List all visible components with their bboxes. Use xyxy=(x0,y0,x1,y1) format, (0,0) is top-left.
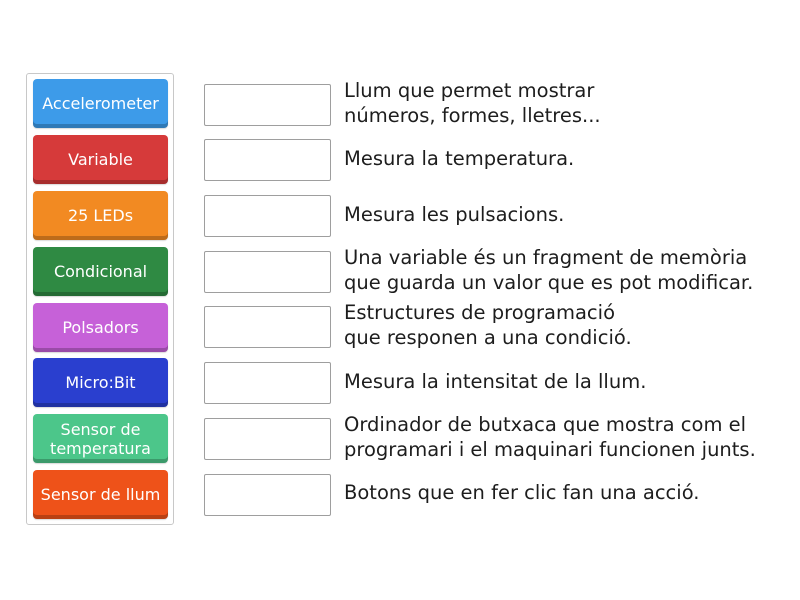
drop-slot-6[interactable] xyxy=(204,362,331,404)
clue-text-4: Una variable és un fragment de memòria que guarda un valor que es pot modificar. xyxy=(344,246,754,294)
drop-slot-2[interactable] xyxy=(204,139,331,181)
clue-text-5: Estructures de programació que responen a una condició. xyxy=(344,301,632,349)
drop-slot-3[interactable] xyxy=(204,195,331,237)
clue-text-2: Mesura la temperatura. xyxy=(344,147,575,170)
drop-slot-5[interactable] xyxy=(204,306,331,348)
tile-label: 25 LEDs xyxy=(67,206,134,225)
answer-tile-sensor-de-temperatura[interactable] xyxy=(33,414,168,463)
answer-tile-sensor-de-llum[interactable] xyxy=(33,470,168,519)
drop-slot-8[interactable] xyxy=(204,474,331,516)
answer-tile-25-leds[interactable] xyxy=(33,191,168,240)
tile-label: Micro:Bit xyxy=(65,373,136,392)
clue-text-6: Mesura la intensitat de la llum. xyxy=(344,370,647,393)
tile-label: Polsadors xyxy=(62,318,139,337)
answer-tile-variable[interactable] xyxy=(33,135,168,184)
drop-slot-1[interactable] xyxy=(204,84,331,126)
tile-label: Accelerometer xyxy=(42,94,159,113)
drop-slot-7[interactable] xyxy=(204,418,331,460)
clue-text-7: Ordinador de butxaca que mostra com el programari i el maquinari funcionen junts. xyxy=(344,413,756,461)
answer-tile-polsadors[interactable] xyxy=(33,303,168,352)
answer-tile-condicional[interactable] xyxy=(33,247,168,296)
tile-label: Condicional xyxy=(53,262,148,281)
clue-text-8: Botons que en fer clic fan una acció. xyxy=(344,481,700,504)
clue-text-3: Mesura les pulsacions. xyxy=(344,203,565,226)
answer-tile-accelerometer[interactable] xyxy=(33,79,168,128)
clue-text-1: Llum que permet mostrar números, formes, lletres... xyxy=(344,79,601,127)
tile-label: Variable xyxy=(68,150,133,169)
tile-label: Sensor de temperatura xyxy=(50,419,151,458)
answer-tile-microbit[interactable] xyxy=(33,358,168,407)
tile-label: Sensor de llum xyxy=(40,485,161,504)
drop-slot-4[interactable] xyxy=(204,251,331,293)
